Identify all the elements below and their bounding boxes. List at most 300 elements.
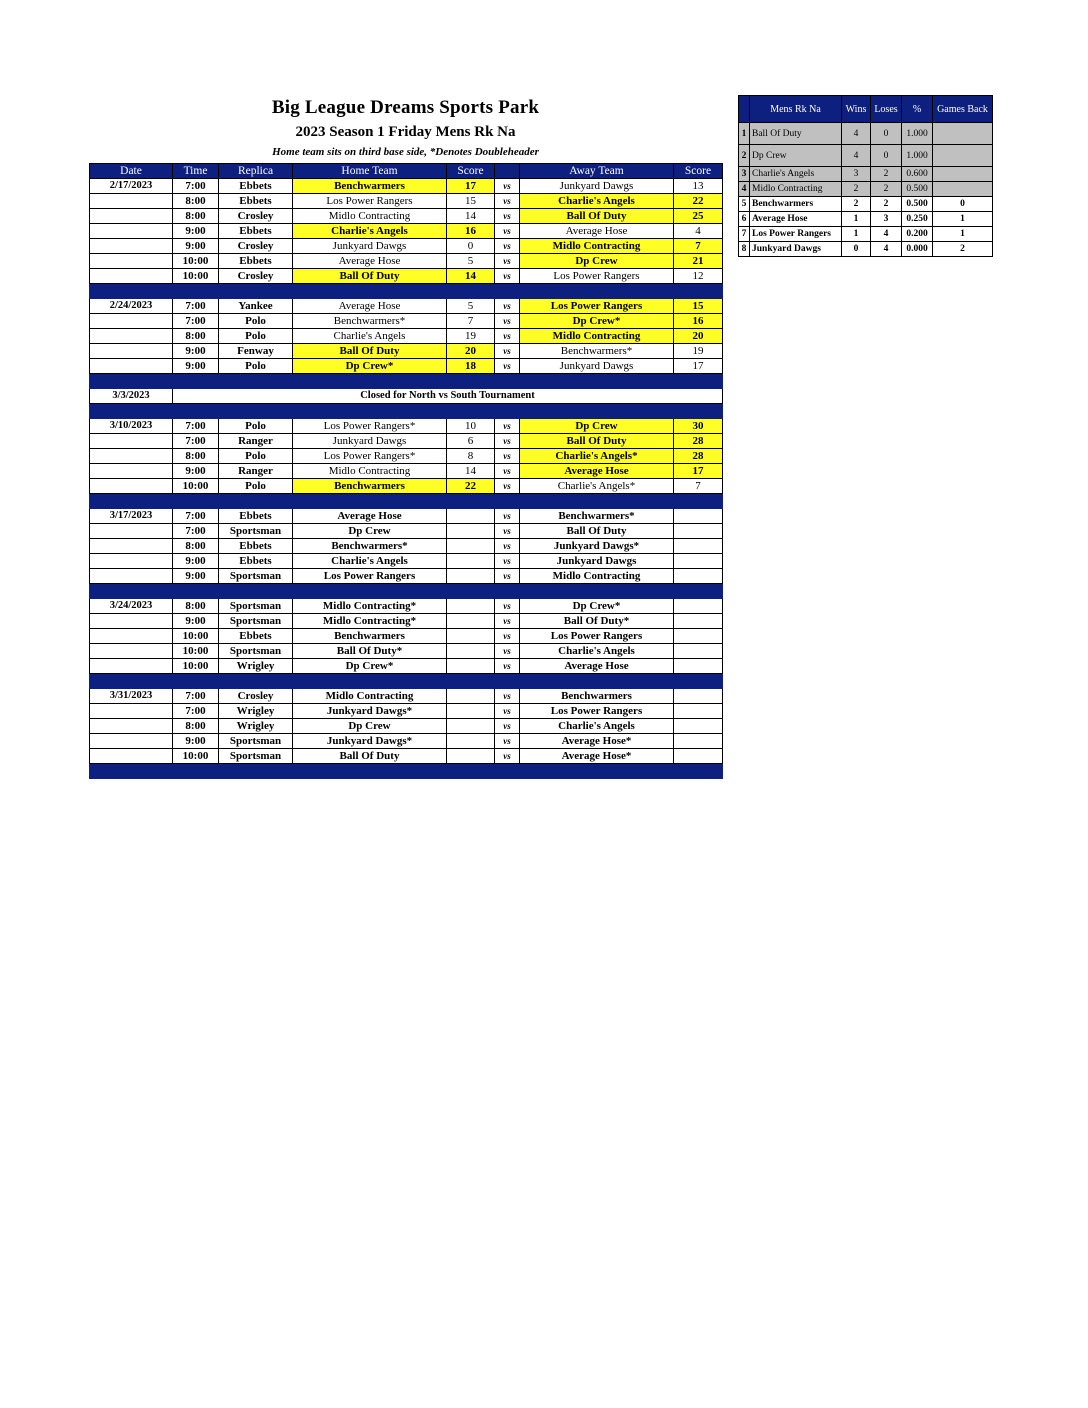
game-date: [90, 629, 173, 644]
game-time: 9:00: [173, 224, 219, 239]
game-row: [90, 479, 723, 494]
game-row: [90, 224, 723, 239]
col-date: Date: [90, 164, 173, 179]
game-time: 10:00: [173, 659, 219, 674]
standing-rank: 3: [739, 167, 750, 182]
standings-row: [739, 212, 993, 227]
away-team: Dp Crew: [520, 419, 674, 434]
week-separator: [90, 674, 723, 689]
game-date: [90, 644, 173, 659]
game-time: 10:00: [173, 749, 219, 764]
standing-team: Ball Of Duty: [750, 123, 842, 145]
separator-cell: [674, 494, 723, 509]
game-date: [90, 614, 173, 629]
game-replica: Sportsman: [219, 644, 293, 659]
home-score: 14: [447, 209, 495, 224]
separator-cell: [674, 404, 723, 419]
game-time: 8:00: [173, 719, 219, 734]
game-row: [90, 509, 723, 524]
standings-body: [739, 123, 993, 257]
home-team: Average Hose: [293, 254, 447, 269]
vs-label: vs: [495, 299, 520, 314]
standing-team: Dp Crew: [750, 145, 842, 167]
away-score: [674, 614, 723, 629]
game-date: 3/10/2023: [90, 419, 173, 434]
away-team: Dp Crew: [520, 254, 674, 269]
game-row: [90, 614, 723, 629]
game-date: [90, 659, 173, 674]
away-team: Ball Of Duty*: [520, 614, 674, 629]
standing-games-back: 2: [933, 242, 993, 257]
game-date: [90, 269, 173, 284]
away-team: Average Hose*: [520, 749, 674, 764]
away-score: [674, 734, 723, 749]
away-team: Average Hose: [520, 224, 674, 239]
separator-cell: [447, 494, 495, 509]
game-time: 9:00: [173, 554, 219, 569]
vs-label: vs: [495, 419, 520, 434]
away-team: Benchwarmers*: [520, 509, 674, 524]
game-date: [90, 569, 173, 584]
home-team: Los Power Rangers*: [293, 419, 447, 434]
separator-cell: [90, 494, 173, 509]
separator-cell: [447, 584, 495, 599]
away-team: Midlo Contracting: [520, 329, 674, 344]
standing-loses: 0: [871, 145, 902, 167]
away-score: [674, 569, 723, 584]
game-time: 8:00: [173, 599, 219, 614]
game-row: [90, 359, 723, 374]
separator-cell: [447, 674, 495, 689]
game-time: 7:00: [173, 689, 219, 704]
vs-label: vs: [495, 314, 520, 329]
home-team: Midlo Contracting: [293, 689, 447, 704]
home-team: Benchwarmers: [293, 179, 447, 194]
separator-cell: [520, 674, 674, 689]
closed-row: [90, 389, 723, 404]
game-date: [90, 554, 173, 569]
home-team: Los Power Rangers: [293, 569, 447, 584]
home-score: [447, 659, 495, 674]
vs-label: vs: [495, 194, 520, 209]
col-vs: [495, 164, 520, 179]
separator-cell: [90, 284, 173, 299]
separator-cell: [219, 284, 293, 299]
separator-cell: [90, 584, 173, 599]
home-score: [447, 629, 495, 644]
game-date: 3/17/2023: [90, 509, 173, 524]
game-time: 7:00: [173, 704, 219, 719]
away-team: Average Hose*: [520, 734, 674, 749]
game-replica: Crosley: [219, 239, 293, 254]
home-score: [447, 749, 495, 764]
home-team: Los Power Rangers: [293, 194, 447, 209]
game-row: [90, 419, 723, 434]
home-score: [447, 689, 495, 704]
game-row: [90, 599, 723, 614]
home-team: Dp Crew*: [293, 359, 447, 374]
away-team: Junkyard Dawgs: [520, 359, 674, 374]
separator-cell: [219, 674, 293, 689]
game-row: [90, 719, 723, 734]
game-date: [90, 749, 173, 764]
game-time: 10:00: [173, 629, 219, 644]
col-home-score: Score: [447, 164, 495, 179]
game-row: [90, 689, 723, 704]
away-team: Junkyard Dawgs: [520, 554, 674, 569]
separator-cell: [293, 374, 447, 389]
away-score: 17: [674, 464, 723, 479]
game-replica: Wrigley: [219, 719, 293, 734]
game-replica: Sportsman: [219, 734, 293, 749]
separator-cell: [293, 764, 447, 779]
away-team: Midlo Contracting: [520, 239, 674, 254]
game-row: [90, 569, 723, 584]
separator-cell: [173, 404, 219, 419]
game-replica: Wrigley: [219, 704, 293, 719]
game-date: 2/17/2023: [90, 179, 173, 194]
week-separator: [90, 584, 723, 599]
separator-cell: [173, 674, 219, 689]
standings-header-row: [739, 96, 993, 123]
standing-wins: 4: [842, 145, 871, 167]
game-date: 3/3/2023: [90, 389, 173, 404]
standing-loses: 3: [871, 212, 902, 227]
standing-team: Average Hose: [750, 212, 842, 227]
separator-cell: [173, 284, 219, 299]
away-team: Los Power Rangers: [520, 629, 674, 644]
separator-cell: [219, 764, 293, 779]
game-replica: Sportsman: [219, 749, 293, 764]
game-date: [90, 254, 173, 269]
away-team: Charlie's Angels: [520, 644, 674, 659]
game-time: 7:00: [173, 179, 219, 194]
vs-label: vs: [495, 599, 520, 614]
game-date: [90, 314, 173, 329]
game-date: [90, 224, 173, 239]
week-separator: [90, 764, 723, 779]
schedule-note: Home team sits on third base side, *Denotes Doubleheader: [272, 146, 539, 158]
game-replica: Crosley: [219, 269, 293, 284]
game-date: [90, 539, 173, 554]
standing-loses: 2: [871, 197, 902, 212]
game-replica: Ebbets: [219, 554, 293, 569]
away-score: [674, 629, 723, 644]
home-team: Ball Of Duty: [293, 269, 447, 284]
standing-games-back: [933, 145, 993, 167]
home-score: 14: [447, 269, 495, 284]
game-date: 2/24/2023: [90, 299, 173, 314]
game-time: 9:00: [173, 464, 219, 479]
standing-rank: 7: [739, 227, 750, 242]
away-score: 17: [674, 359, 723, 374]
away-team: Charlie's Angels: [520, 194, 674, 209]
separator-cell: [173, 494, 219, 509]
game-replica: Sportsman: [219, 524, 293, 539]
standing-team: Charlie's Angels: [750, 167, 842, 182]
game-date: [90, 239, 173, 254]
away-score: [674, 539, 723, 554]
game-replica: Polo: [219, 479, 293, 494]
standing-rank: 1: [739, 123, 750, 145]
home-score: 14: [447, 464, 495, 479]
game-row: [90, 644, 723, 659]
home-score: [447, 524, 495, 539]
standing-wins: 2: [842, 197, 871, 212]
home-score: [447, 509, 495, 524]
away-team: Average Hose: [520, 659, 674, 674]
game-replica: Yankee: [219, 299, 293, 314]
game-row: [90, 629, 723, 644]
game-row: [90, 524, 723, 539]
home-team: Average Hose: [293, 299, 447, 314]
away-score: 7: [674, 239, 723, 254]
separator-cell: [219, 494, 293, 509]
home-team: Junkyard Dawgs*: [293, 734, 447, 749]
standings-col-wins: Wins: [842, 96, 871, 123]
separator-cell: [520, 584, 674, 599]
separator-cell: [173, 374, 219, 389]
game-time: 8:00: [173, 329, 219, 344]
separator-cell: [219, 374, 293, 389]
vs-label: vs: [495, 734, 520, 749]
separator-cell: [447, 764, 495, 779]
standing-games-back: [933, 123, 993, 145]
away-team: Benchwarmers: [520, 689, 674, 704]
vs-label: vs: [495, 479, 520, 494]
vs-label: vs: [495, 719, 520, 734]
away-score: 15: [674, 299, 723, 314]
standing-wins: 1: [842, 212, 871, 227]
home-score: [447, 569, 495, 584]
game-time: 10:00: [173, 479, 219, 494]
game-row: [90, 449, 723, 464]
standings-col-pct: %: [902, 96, 933, 123]
vs-label: vs: [495, 329, 520, 344]
game-time: 8:00: [173, 194, 219, 209]
home-score: 10: [447, 419, 495, 434]
game-replica: Ranger: [219, 434, 293, 449]
home-team: Ball Of Duty*: [293, 644, 447, 659]
away-team: Dp Crew*: [520, 314, 674, 329]
separator-cell: [495, 374, 520, 389]
vs-label: vs: [495, 224, 520, 239]
away-team: Los Power Rangers: [520, 299, 674, 314]
away-team: Charlie's Angels*: [520, 479, 674, 494]
home-team: Los Power Rangers*: [293, 449, 447, 464]
separator-cell: [674, 584, 723, 599]
home-team: Benchwarmers*: [293, 314, 447, 329]
away-score: 19: [674, 344, 723, 359]
game-date: 3/31/2023: [90, 689, 173, 704]
game-date: [90, 434, 173, 449]
game-replica: Ranger: [219, 464, 293, 479]
vs-label: vs: [495, 269, 520, 284]
standing-loses: 2: [871, 182, 902, 197]
vs-label: vs: [495, 704, 520, 719]
game-replica: Crosley: [219, 209, 293, 224]
away-team: Ball Of Duty: [520, 524, 674, 539]
standing-pct: 0.200: [902, 227, 933, 242]
home-team: Junkyard Dawgs*: [293, 704, 447, 719]
vs-label: vs: [495, 254, 520, 269]
game-date: [90, 479, 173, 494]
game-date: [90, 734, 173, 749]
vs-label: vs: [495, 209, 520, 224]
home-score: 0: [447, 239, 495, 254]
standings-col-loses: Loses: [871, 96, 902, 123]
standing-loses: 4: [871, 227, 902, 242]
col-away-team: Away Team: [520, 164, 674, 179]
home-score: 16: [447, 224, 495, 239]
standing-pct: 0.250: [902, 212, 933, 227]
game-row: [90, 464, 723, 479]
separator-cell: [520, 404, 674, 419]
home-team: Ball Of Duty: [293, 749, 447, 764]
game-row: [90, 749, 723, 764]
game-date: [90, 449, 173, 464]
week-separator: [90, 284, 723, 299]
vs-label: vs: [495, 239, 520, 254]
away-score: 13: [674, 179, 723, 194]
game-replica: Sportsman: [219, 569, 293, 584]
standing-team: Midlo Contracting: [750, 182, 842, 197]
away-score: 25: [674, 209, 723, 224]
week-separator: [90, 494, 723, 509]
game-date: 3/24/2023: [90, 599, 173, 614]
home-score: [447, 734, 495, 749]
standings-row: [739, 123, 993, 145]
away-score: [674, 719, 723, 734]
separator-cell: [674, 674, 723, 689]
home-score: [447, 599, 495, 614]
home-score: 17: [447, 179, 495, 194]
page-subtitle: 2023 Season 1 Friday Mens Rk Na: [295, 124, 516, 140]
game-row: [90, 704, 723, 719]
game-row: [90, 734, 723, 749]
game-row: [90, 179, 723, 194]
vs-label: vs: [495, 524, 520, 539]
standing-rank: 8: [739, 242, 750, 257]
game-row: [90, 344, 723, 359]
standing-rank: 6: [739, 212, 750, 227]
home-score: 5: [447, 299, 495, 314]
game-replica: Ebbets: [219, 254, 293, 269]
home-score: 15: [447, 194, 495, 209]
col-home-team: Home Team: [293, 164, 447, 179]
separator-cell: [90, 674, 173, 689]
away-score: [674, 554, 723, 569]
home-team: Benchwarmers: [293, 629, 447, 644]
away-team: Charlie's Angels: [520, 719, 674, 734]
game-date: [90, 524, 173, 539]
standing-pct: 0.500: [902, 197, 933, 212]
home-team: Midlo Contracting: [293, 464, 447, 479]
game-time: 10:00: [173, 254, 219, 269]
game-date: [90, 344, 173, 359]
standing-rank: 4: [739, 182, 750, 197]
standing-pct: 0.600: [902, 167, 933, 182]
away-score: 20: [674, 329, 723, 344]
separator-cell: [447, 284, 495, 299]
away-team: Junkyard Dawgs*: [520, 539, 674, 554]
standing-wins: 4: [842, 123, 871, 145]
separator-cell: [293, 404, 447, 419]
standings-col-rank: [739, 96, 750, 123]
home-score: [447, 704, 495, 719]
home-team: Junkyard Dawgs: [293, 239, 447, 254]
game-replica: Polo: [219, 449, 293, 464]
standing-team: Junkyard Dawgs: [750, 242, 842, 257]
standing-pct: 1.000: [902, 145, 933, 167]
game-time: 9:00: [173, 239, 219, 254]
separator-cell: [219, 584, 293, 599]
home-team: Junkyard Dawgs: [293, 434, 447, 449]
home-team: Dp Crew: [293, 524, 447, 539]
away-score: [674, 509, 723, 524]
home-team: Charlie's Angels: [293, 224, 447, 239]
game-replica: Fenway: [219, 344, 293, 359]
standing-pct: 1.000: [902, 123, 933, 145]
away-score: 28: [674, 434, 723, 449]
home-score: [447, 719, 495, 734]
standings-row: [739, 167, 993, 182]
home-score: [447, 554, 495, 569]
vs-label: vs: [495, 644, 520, 659]
game-date: [90, 464, 173, 479]
game-row: [90, 659, 723, 674]
game-date: [90, 704, 173, 719]
col-away-score: Score: [674, 164, 723, 179]
game-date: [90, 194, 173, 209]
away-score: [674, 659, 723, 674]
standing-team: Los Power Rangers: [750, 227, 842, 242]
game-replica: Ebbets: [219, 539, 293, 554]
schedule-header-row: [90, 164, 723, 179]
game-time: 9:00: [173, 614, 219, 629]
standing-games-back: [933, 167, 993, 182]
game-date: [90, 719, 173, 734]
schedule-table: [89, 163, 723, 779]
separator-cell: [520, 374, 674, 389]
separator-cell: [173, 584, 219, 599]
away-score: 21: [674, 254, 723, 269]
standing-loses: 0: [871, 123, 902, 145]
game-replica: Ebbets: [219, 194, 293, 209]
away-team: Ball Of Duty: [520, 209, 674, 224]
game-row: [90, 254, 723, 269]
separator-cell: [674, 284, 723, 299]
standing-loses: 4: [871, 242, 902, 257]
separator-cell: [219, 404, 293, 419]
game-time: 7:00: [173, 299, 219, 314]
game-row: [90, 554, 723, 569]
away-team: Average Hose: [520, 464, 674, 479]
home-team: Benchwarmers: [293, 479, 447, 494]
home-team: Midlo Contracting*: [293, 614, 447, 629]
standing-rank: 2: [739, 145, 750, 167]
closed-notice: Closed for North vs South Tournament: [173, 389, 723, 404]
standings-col-games-back: Games Back: [933, 96, 993, 123]
vs-label: vs: [495, 359, 520, 374]
separator-cell: [495, 674, 520, 689]
schedule-body: [90, 179, 723, 779]
home-team: Dp Crew: [293, 719, 447, 734]
standings-row: [739, 182, 993, 197]
game-time: 7:00: [173, 524, 219, 539]
separator-cell: [674, 374, 723, 389]
home-score: 8: [447, 449, 495, 464]
